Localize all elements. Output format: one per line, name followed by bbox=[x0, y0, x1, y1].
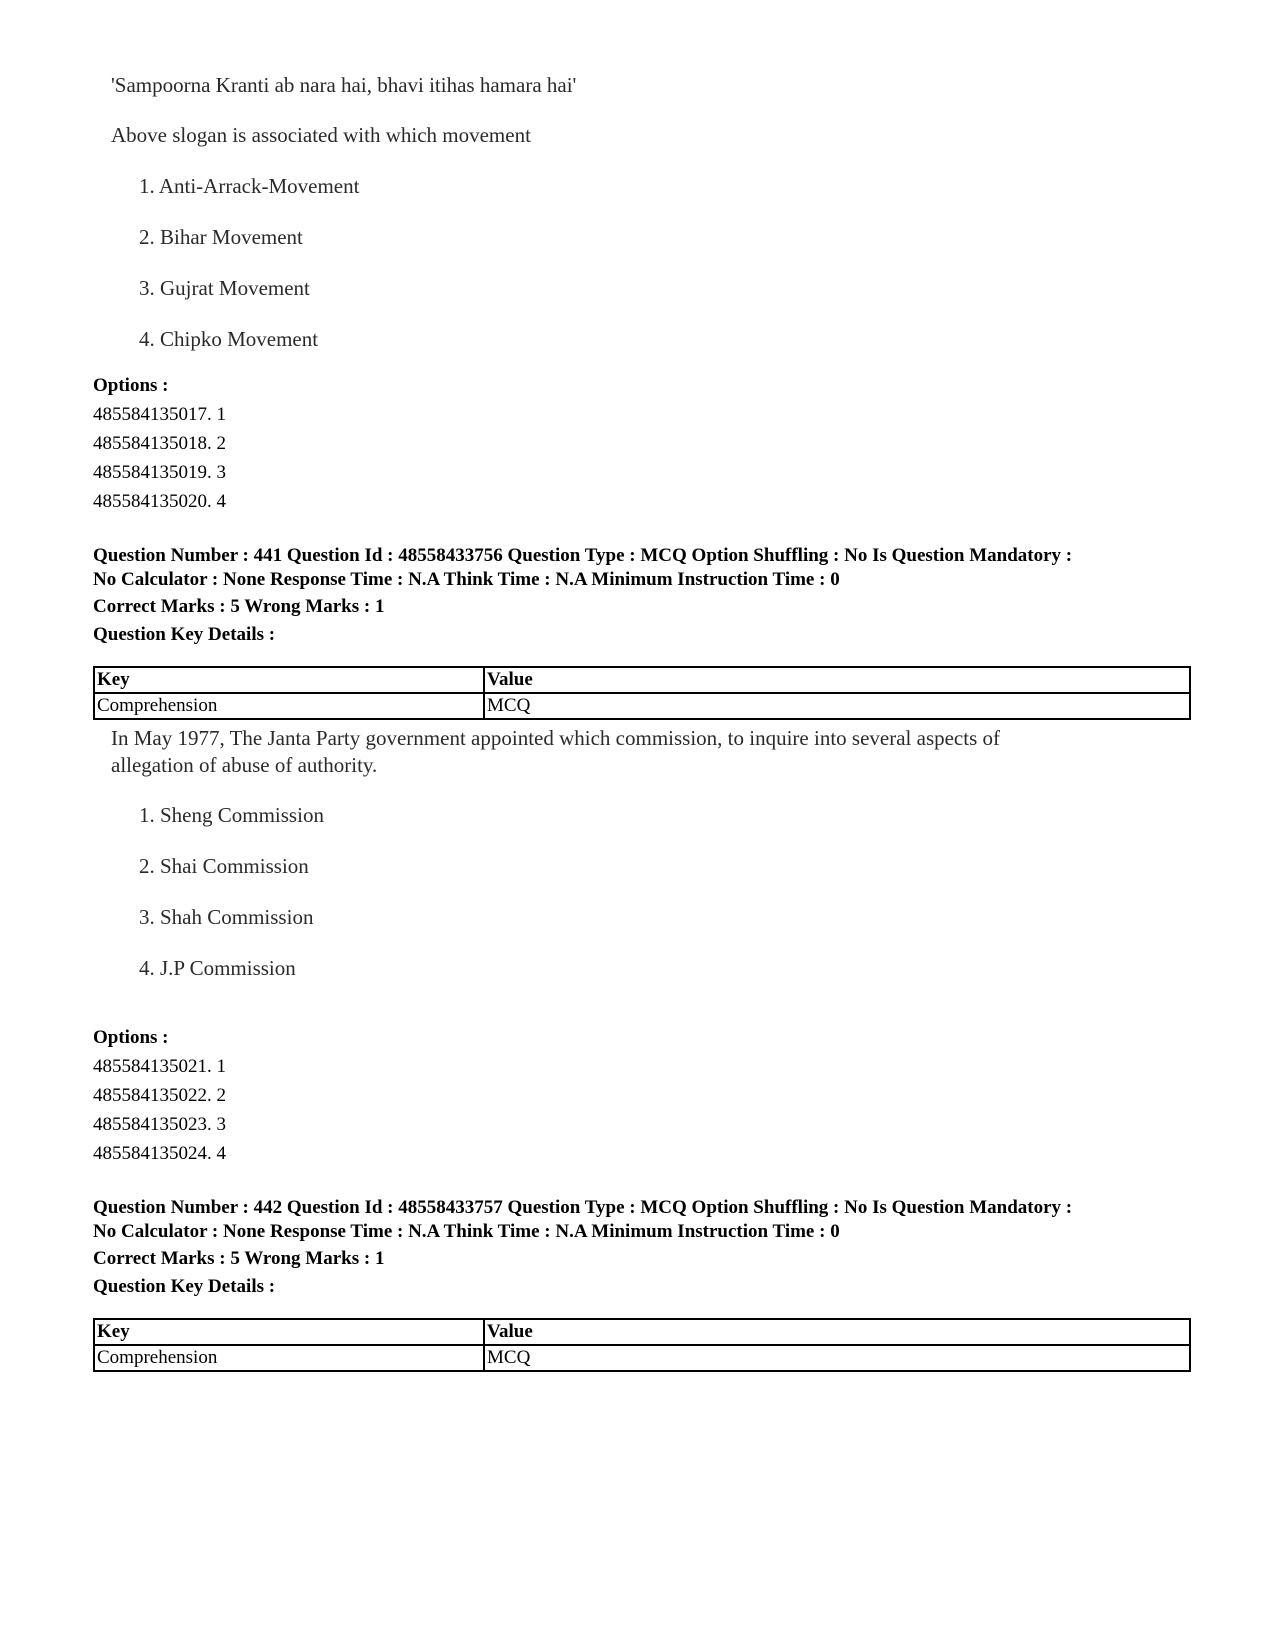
question-meta-441 bbox=[93, 544, 1193, 645]
option-item: 485584135020. 4 bbox=[93, 491, 226, 512]
choice-4: 4. J.P Commission bbox=[139, 956, 296, 980]
table-row bbox=[94, 1345, 1190, 1371]
key-details-table bbox=[93, 1318, 1191, 1372]
key-details-label: Question Key Details : bbox=[93, 1276, 276, 1297]
option-item: 485584135024. 4 bbox=[93, 1143, 226, 1164]
table-row bbox=[94, 693, 1190, 719]
marks-line: Correct Marks : 5 Wrong Marks : 1 bbox=[93, 596, 385, 617]
table-header-row bbox=[94, 1319, 1190, 1345]
table-header-cell: Key bbox=[94, 1319, 484, 1345]
question-stem-line: Above slogan is associated with which movement bbox=[111, 123, 531, 147]
option-item: 485584135023. 3 bbox=[93, 1114, 226, 1135]
question-meta-line: Question Number : 441 Question Id : 48558433756 Question Type : MCQ Option Shuffling : No Is Question Mandatory : bbox=[93, 545, 1073, 566]
option-item: 485584135018. 2 bbox=[93, 433, 226, 454]
option-item: 485584135021. 1 bbox=[93, 1056, 226, 1077]
choice-1: 1. Sheng Commission bbox=[139, 803, 324, 827]
choice-1: 1. Anti-Arrack-Movement bbox=[139, 174, 360, 198]
table-header-cell: Value bbox=[484, 1319, 1190, 1345]
table-header-row bbox=[94, 667, 1190, 693]
question-meta-line: No Calculator : None Response Time : N.A Think Time : N.A Minimum Instruction Time : 0 bbox=[93, 1221, 840, 1242]
choice-3: 3. Gujrat Movement bbox=[139, 276, 310, 300]
choice-4: 4. Chipko Movement bbox=[139, 327, 319, 351]
question-stem-line: allegation of abuse of authority. bbox=[111, 753, 378, 777]
question-meta-line: Question Number : 442 Question Id : 48558433757 Question Type : MCQ Option Shuffling : No Is Question Mandatory : bbox=[93, 1197, 1073, 1218]
table-cell: Comprehension bbox=[94, 1345, 484, 1371]
table-header-cell: Value bbox=[484, 667, 1190, 693]
question-meta-442 bbox=[93, 1196, 1193, 1297]
question-meta-line: No Calculator : None Response Time : N.A Think Time : N.A Minimum Instruction Time : 0 bbox=[93, 569, 840, 590]
question-image-commission bbox=[111, 725, 1211, 1015]
question-stem-line: 'Sampoorna Kranti ab nara hai, bhavi itihas hamara hai' bbox=[111, 73, 577, 97]
key-details-table bbox=[93, 666, 1191, 720]
option-item: 485584135022. 2 bbox=[93, 1085, 226, 1106]
option-item: 485584135017. 1 bbox=[93, 404, 226, 425]
question-image-slogan bbox=[111, 72, 1161, 362]
option-item: 485584135019. 3 bbox=[93, 462, 226, 483]
table-cell: MCQ bbox=[484, 693, 1190, 719]
options-label: Options : bbox=[93, 1027, 169, 1048]
choice-2: 2. Shai Commission bbox=[139, 854, 309, 878]
table-cell: Comprehension bbox=[94, 693, 484, 719]
options-list bbox=[93, 1023, 226, 1168]
table-header-cell: Key bbox=[94, 667, 484, 693]
options-label: Options : bbox=[93, 375, 169, 396]
choice-3: 3. Shah Commission bbox=[139, 905, 314, 929]
marks-line: Correct Marks : 5 Wrong Marks : 1 bbox=[93, 1248, 385, 1269]
question-stem-line: In May 1977, The Janta Party government appointed which commission, to inquire into several aspects of bbox=[111, 726, 1001, 750]
options-list bbox=[93, 371, 226, 516]
choice-2: 2. Bihar Movement bbox=[139, 225, 303, 249]
key-details-label: Question Key Details : bbox=[93, 624, 276, 645]
table-cell: MCQ bbox=[484, 1345, 1190, 1371]
